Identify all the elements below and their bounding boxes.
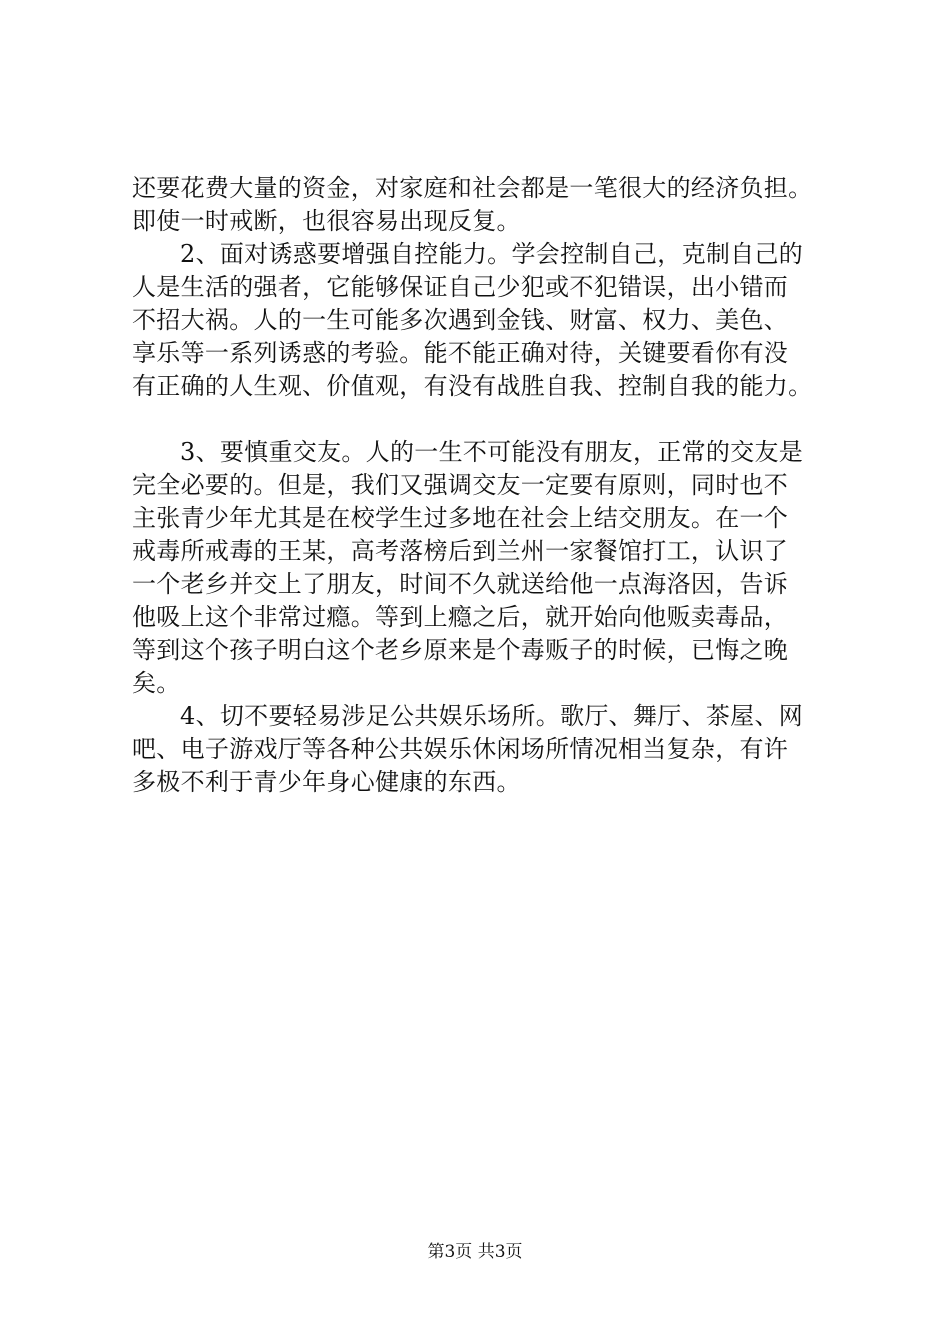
text-line: 主张青少年尤其是在校学生过多地在社会上结交朋友。在一个 [132,504,789,532]
page-footer [0,1240,950,1264]
text-line: 矣。 [132,669,181,697]
text-line: 4、切不要轻易涉足公共娱乐场所。歌厅、舞厅、茶屋、网 [180,702,804,730]
text-line: 还要花费大量的资金，对家庭和社会都是一笔很大的经济负担。 [132,174,813,202]
text-line: 2、面对诱惑要增强自控能力。学会控制自己，克制自己的 [180,240,804,268]
text-line: 等到这个孩子明白这个老乡原来是个毒贩子的时候，已悔之晚 [132,636,789,664]
text-line: 一个老乡并交上了朋友，时间不久就送给他一点海洛因，告诉 [132,570,789,598]
paragraph-spacer [132,403,848,436]
text-line: 享乐等一系列诱惑的考验。能不能正确对待，关键要看你有没 [132,339,789,367]
text-line: 即使一时戒断，也很容易出现反复。 [132,207,521,235]
text-line: 他吸上这个非常过瘾。等到上瘾之后，就开始向他贩卖毒品， [132,603,789,631]
paragraph-3 [132,436,848,700]
text-line: 不招大祸。人的一生可能多次遇到金钱、财富、权力、美色、 [132,306,789,334]
document-body [132,172,848,799]
text-line: 有正确的人生观、价值观，有没有战胜自我、控制自我的能力。 [132,372,813,400]
text-line: 完全必要的。但是，我们又强调交友一定要有原则，同时也不 [132,471,789,499]
text-line: 3、要慎重交友。人的一生不可能没有朋友，正常的交友是 [180,438,804,466]
paragraph-4 [132,700,848,799]
page-number-label: 第3页 共3页 [427,1242,523,1262]
text-line: 人是生活的强者，它能够保证自己少犯或不犯错误，出小错而 [132,273,789,301]
paragraph-1 [132,172,848,238]
text-line: 多极不利于青少年身心健康的东西。 [132,768,521,796]
paragraph-2 [132,238,848,403]
text-line: 戒毒所戒毒的王某，高考落榜后到兰州一家餐馆打工，认识了 [132,537,789,565]
text-line: 吧、电子游戏厅等各种公共娱乐休闲场所情况相当复杂，有许 [132,735,789,763]
